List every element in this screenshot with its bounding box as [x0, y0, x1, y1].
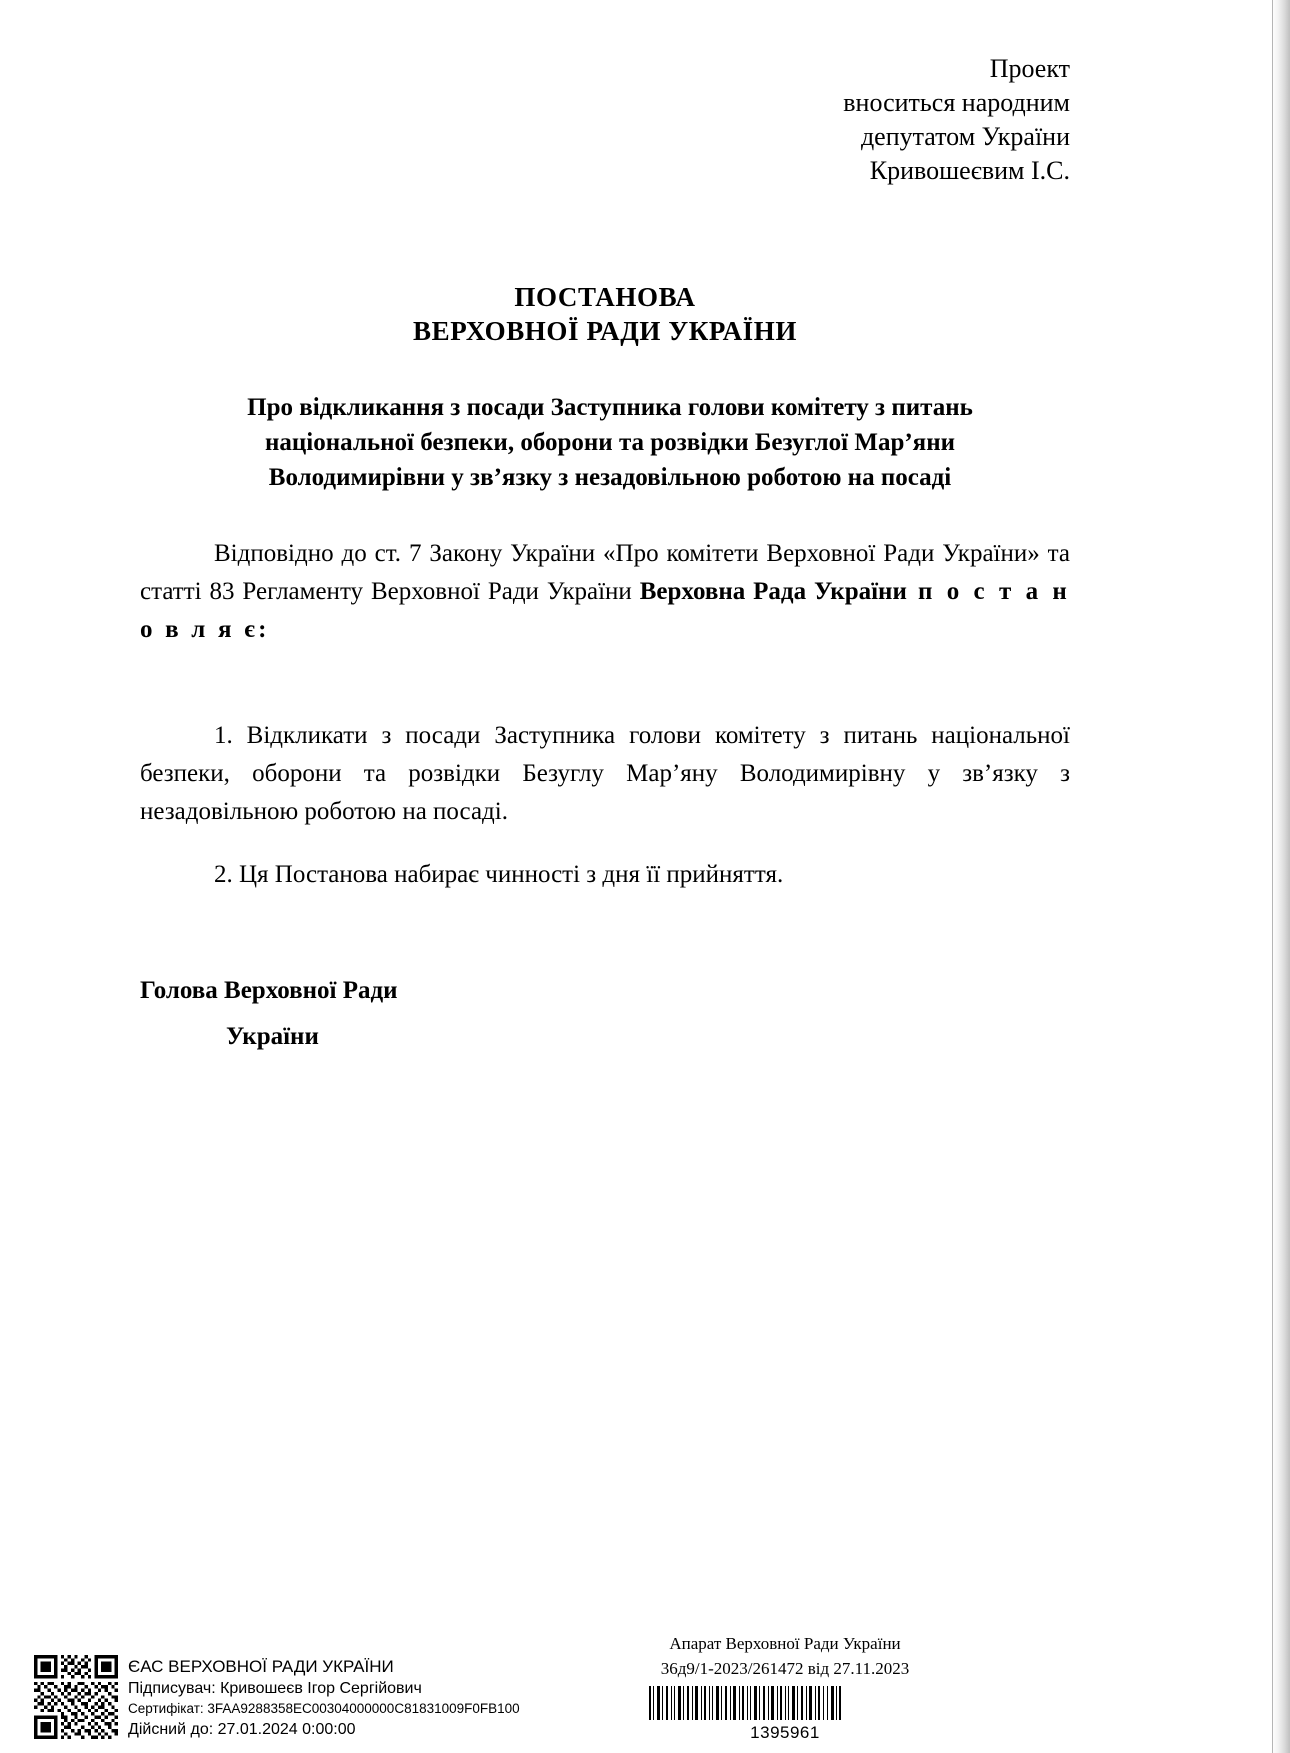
title-line-resolution: ПОСТАНОВА — [514, 282, 696, 312]
page-title — [140, 280, 1070, 348]
preamble-spaced-text: п о с т а н о в л я є: — [140, 578, 1070, 643]
header-line-project: Проект — [989, 54, 1070, 83]
registration-reference: 36д9/1-2023/261472 від 27.11.2023 — [660, 1659, 910, 1678]
signature-title-line-2: України — [226, 1023, 319, 1050]
header-line-deputy-name: Кривошеєвим І.С. — [869, 156, 1070, 185]
preamble-paragraph — [140, 535, 1070, 649]
header-line-deputy: депутатом України — [860, 122, 1070, 151]
signature-signer: Підписувач: Кривошеєв Ігор Сергійович — [128, 1680, 422, 1698]
qr-code-icon — [34, 1655, 118, 1739]
signature-valid-until: Дійсний до: 27.01.2024 0:00:00 — [128, 1720, 356, 1738]
page-edge-shadow — [1272, 0, 1290, 1753]
header-line-submitted-by: вноситься народним — [843, 88, 1070, 117]
preamble-bold-text: Верховна Рада України — [639, 578, 907, 605]
document-content — [140, 0, 1070, 1060]
signature-details — [128, 1653, 520, 1741]
signature-block — [140, 968, 1070, 1060]
title-line-parliament: ВЕРХОВНОЇ РАДИ УКРАЇНИ — [413, 316, 797, 346]
signature-certificate: Сертифікат: 3FAA9288358EC00304000000C81831009F0FB100 — [128, 1701, 520, 1717]
document-subject: Про відкликання з посади Заступника голови комітету з питань національної безпеки, оборони та розвідки Безуглої Мар’яни Володимирівни у зв’язку з незадовільною роботою на посаді — [247, 394, 973, 491]
document-footer — [0, 1633, 1290, 1753]
registration-block — [620, 1631, 950, 1746]
resolution-item-1: 1. Відкликати з посади Заступника голови комітету з питань національної безпеки, оборони та розвідки Безуглу Мар’яну Володимирівну у зв’язку з незадовільною роботою на посаді. — [140, 722, 1070, 825]
signature-system-name: ЄАС ВЕРХОВНОЇ РАДИ УКРАЇНИ — [128, 1656, 394, 1676]
barcode-number: 1395961 — [750, 1722, 820, 1742]
resolution-items — [140, 717, 1070, 894]
electronic-signature-block — [34, 1653, 520, 1741]
preamble-normal-text: Відповідно до ст. 7 Закону України «Про комітети Верховної Ради України» та статті 83 Регламенту Верховної Ради України — [140, 540, 1070, 605]
page-edge-line — [1272, 0, 1273, 1753]
barcode-icon — [620, 1686, 870, 1720]
registration-organization: Апарат Верховної Ради України — [669, 1633, 901, 1653]
signature-title-line-1: Голова Верховної Ради — [140, 977, 398, 1004]
resolution-item-2: 2. Ця Постанова набирає чинності з дня її прийняття. — [214, 861, 784, 888]
document-header — [140, 0, 1070, 188]
